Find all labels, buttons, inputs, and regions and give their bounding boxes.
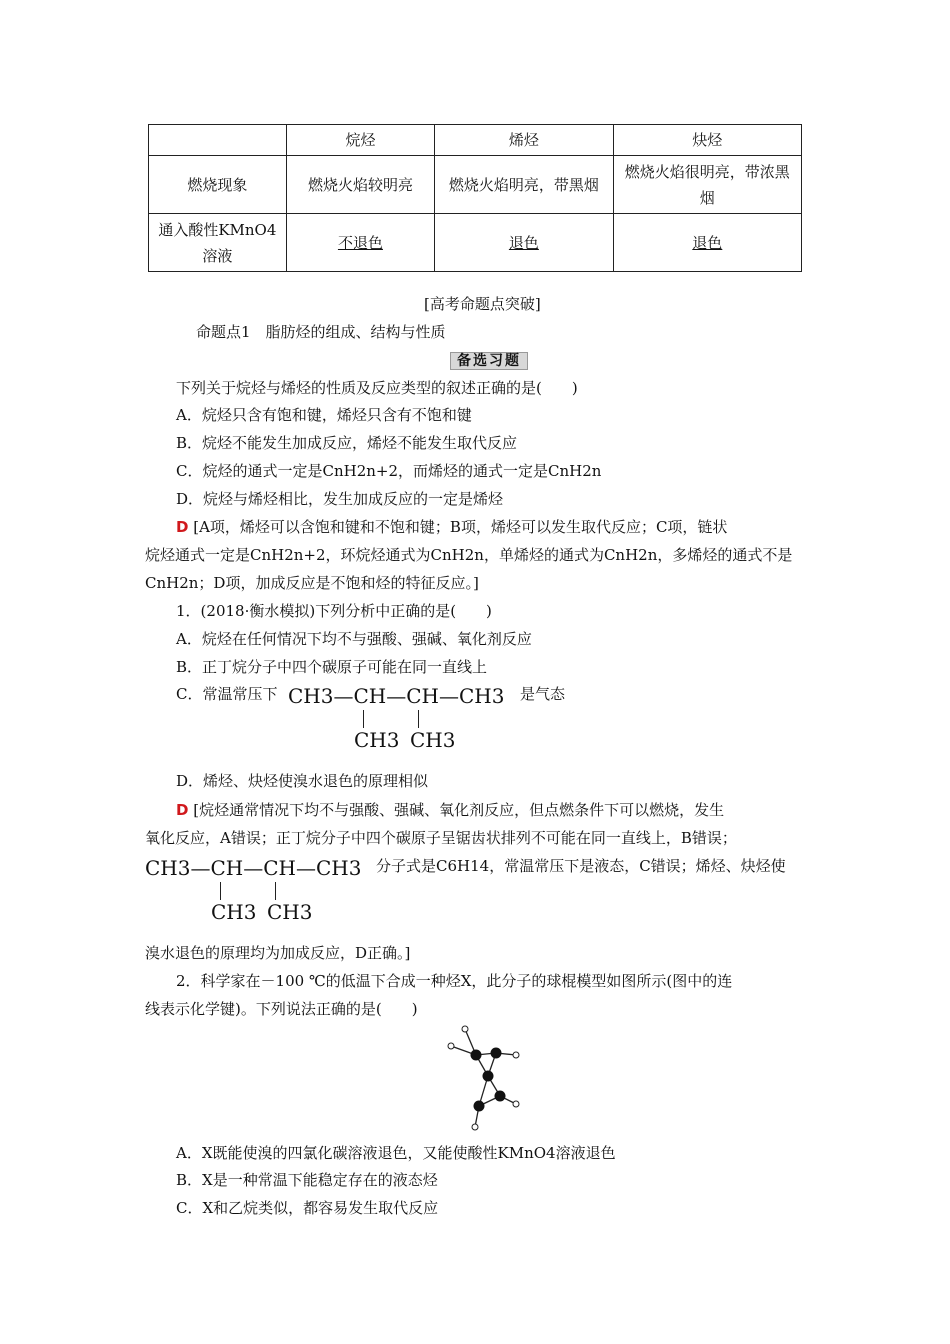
table-cell: 燃烧火焰很明亮，带浓黑烟 [613,156,801,214]
practice-tag [450,350,528,371]
table-row [149,214,802,272]
table-cell: 燃烧火焰明亮，带黑烟 [435,156,613,214]
cell-answer: 不退色 [337,233,383,252]
formula-branch: CH3 [211,900,257,924]
table-cell: 燃烧火焰较明亮 [286,156,434,214]
explanation-line [176,800,724,820]
cell-answer: 退色 [508,233,539,252]
table-header-cell: 烯烃 [435,125,613,156]
comparison-table [148,124,802,272]
table-header-cell: 炔烃 [613,125,801,156]
explanation-line: 溴水退色的原理均为加成反应，D正确。] [145,944,411,962]
explanation-text: [A项，烯烃可以含饱和键和不饱和键；B项，烯烃可以发生取代反应；C项，链状 [193,518,728,536]
table-cell [286,214,434,272]
explanation-line: 分子式是C6H14，常温常压下是液态，C错误；烯烃、炔烃使 [376,857,786,875]
question-stem: 1．(2018·衡水模拟)下列分析中正确的是( ) [176,602,492,620]
answer-letter: D [176,518,189,536]
option-b: B．X是一种常温下能稳定存在的液态烃 [176,1171,438,1189]
explanation-text: [烷烃通常情况下均不与强酸、强碱、氧化剂反应，但点燃条件下可以燃烧，发生 [193,801,725,819]
answer-letter: D [176,801,189,819]
hydrogen-atom [513,1052,519,1058]
explanation-line: 烷烃通式一定是CnH2n+2，环烷烃通式为CnH2n，单烯烃的通式为CnH2n，多烯烃的通式不是 [145,546,793,564]
hydrogen-atom [472,1124,478,1130]
option-d: D．烯烃、炔烃使溴水退色的原理相似 [176,772,429,790]
option-c: C．烷烃的通式一定是CnH2n+2，而烯烃的通式一定是CnH2n [176,462,602,480]
option-c: C．X和乙烷类似，都容易发生取代反应 [176,1199,439,1217]
table-cell [435,214,613,272]
hydrogen-atom [462,1026,468,1032]
bond-line [275,882,276,900]
option-c-prefix: C．常温常压下 [176,685,278,703]
carbon-atom [483,1071,494,1082]
formula-branch: CH3 [354,728,400,752]
bond-line [363,710,364,728]
table-header-cell [149,125,287,156]
formula-main-chain: CH3—CH—CH—CH3 [145,856,362,880]
hydrogen-atom [448,1043,454,1049]
option-b: B．正丁烷分子中四个碳原子可能在同一直线上 [176,658,488,676]
option-a: A．烷烃只含有饱和键，烯烃只含有不饱和键 [176,406,472,424]
explanation-line [176,517,727,537]
carbon-atom [495,1091,506,1102]
question-stem: 下列关于烷烃与烯烃的性质及反应类型的叙述正确的是( ) [176,379,578,397]
row-label: 燃烧现象 [149,156,287,214]
question-stem: 2．科学家在－100 ℃的低温下合成一种烃X，此分子的球棍模型如图所示(图中的连 [176,972,733,990]
table-header-cell: 烷烃 [286,125,434,156]
carbon-atom [471,1050,482,1061]
section-title: [高考命题点突破] [424,295,541,313]
option-d: D．烷烃与烯烃相比，发生加成反应的一定是烯烃 [176,490,504,508]
formula-branch: CH3 [267,900,313,924]
formula-main-chain: CH3—CH—CH—CH3 [288,684,505,708]
bond-line [418,710,419,728]
row-label: 通入酸性KMnO4溶液 [149,214,287,272]
option-a: A．X既能使溴的四氯化碳溶液退色，又能使酸性KMnO4溶液退色 [176,1144,616,1162]
table-header-row [149,125,802,156]
cell-answer: 退色 [692,233,723,252]
carbon-atom [474,1101,485,1112]
hydrogen-atom [513,1101,519,1107]
option-b: B．烷烃不能发生加成反应，烯烃不能发生取代反应 [176,434,518,452]
table-cell [613,214,801,272]
topic-heading: 命题点1 脂肪烃的组成、结构与性质 [196,323,446,341]
option-a: A．烷烃在任何情况下均不与强酸、强碱、氧化剂反应 [176,630,532,648]
table-row [149,156,802,214]
practice-tag-label: 备选习题 [450,352,528,370]
explanation-line: 氧化反应，A错误；正丁烷分子中四个碳原子呈锯齿状排列不可能在同一直线上，B错误； [145,829,737,847]
explanation-line: CnH2n；D项，加成反应是不饱和烃的特征反应。] [145,574,479,592]
option-c-suffix: 是气态 [520,685,566,703]
formula-branch: CH3 [410,728,456,752]
question-stem: 线表示化学键)。下列说法正确的是( ) [145,1000,418,1018]
ball-stick-model [440,1022,540,1132]
bond-line [220,882,221,900]
carbon-atom [491,1048,502,1059]
